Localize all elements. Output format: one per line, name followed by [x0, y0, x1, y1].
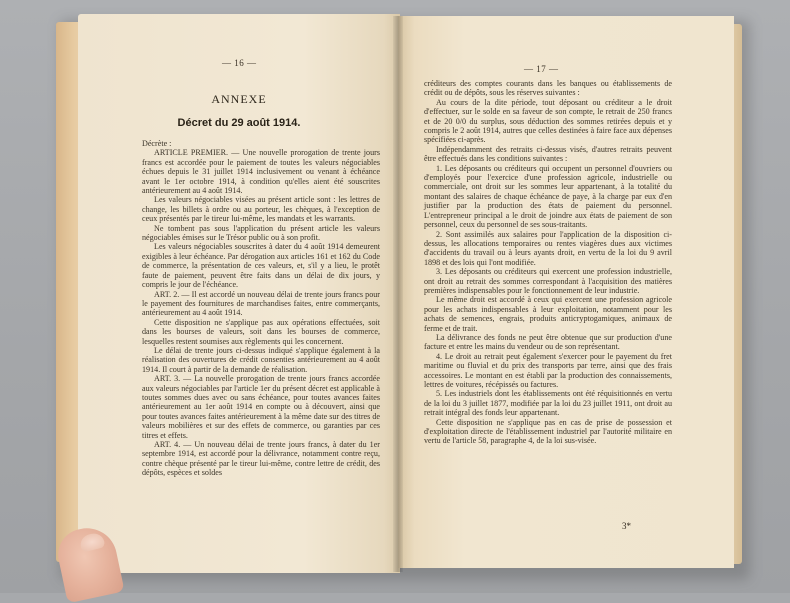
signature-mark: 3* [622, 521, 631, 531]
paragraph: Au cours de la dite période, tout déposant ou créditeur a le droit d'effectuer, sur le solde en sa faveur de son compte, le retrait de 250 francs et de 20 0/0 du surplus, sous déduction des sommes retirées depuis et y compris le 2 août 1914, autres que celles destinées à faire face aux dépenses spécifiées ci-après. [424, 97, 672, 145]
paragraph: 4. Le droit au retrait peut également s'exercer pour le payement du fret maritime ou fluvial et du prix des transports par terre, ainsi que des frais accessoires. Le montant en est établi par la production des connaissements, lettres de voitures, récépissés ou factures. [424, 351, 672, 389]
paragraph: ART. 3. — La nouvelle prorogation de trente jours francs accordée aux valeurs négociables par l'article 1er du présent décret est applicable à toutes sommes dues avec ou sans échéance, pour toutes avances faites antérieurement au 1er août 1914 en compte ou à découvert, ainsi que pour toutes avances faites antérieurement à la même date sur des titres de valeurs mobilières et sur des effets de commerce, ou garanties par ces titres et effets. [142, 374, 380, 440]
paragraph: créditeurs des comptes courants dans les banques ou établissements de crédit ou de dépôts, sous les réserves suivantes : [424, 79, 672, 98]
annexe-heading: ANNEXE [211, 92, 267, 106]
left-page [78, 14, 400, 573]
right-page-body [424, 79, 672, 446]
left-page-number: — 16 — [222, 58, 257, 68]
left-page-body [142, 139, 380, 478]
paragraph: 1. Les déposants ou créditeurs qui occupent un personnel d'ouvriers ou d'employés pour l'exercice d'une profession agricole, industrielle ou commerciale, ont droit sur les sommes leur appartenant, à la totalité du montant des salaires de chaque échéance de paye, à la charge par eux d'en justifier par la production des états de paiement du personnel. L'entrepreneur principal a le droit de joindre aux états de paiement de son personnel, ceux du personnel de ses sous-traitants. [424, 163, 672, 230]
right-page-number: — 17 — [524, 64, 559, 74]
paragraph: Cette disposition ne s'applique pas en cas de prise de possession et d'exploitation directe de l'établissement industriel par l'autorité militaire en vertu de l'article 58, paragraphe 4, de la loi sus-visée. [424, 417, 672, 446]
paragraph: Ne tombent pas sous l'application du présent article les valeurs négociables émises sur le Trésor public ou à son profit. [142, 223, 380, 243]
paragraph: 5. Les industriels dont les établissements ont été réquisitionnés en vertu de la loi du 3 juillet 1877, modifiée par la loi du 23 juillet 1911, ont droit au retrait intégral des fonds leur appartenant. [424, 389, 672, 418]
paragraph: Indépendamment des retraits ci-dessus visés, d'autres retraits peuvent être effectués dans les conditions suivantes : [424, 144, 672, 164]
paragraph: Cette disposition ne s'applique pas aux opérations effectuées, soit dans les bourses de valeurs, soit dans les bourses de commerce, lesquelles restent soumises aux règlements qui les concernent. [142, 317, 380, 346]
paragraph: ART. 2. — Il est accordé un nouveau délai de trente jours francs pour le payement des fournitures de marchandises faites, entre commerçants, antérieurement au 4 août 1914. [142, 289, 380, 318]
paragraph: Décrète : [142, 139, 172, 148]
paragraph: Le même droit est accordé à ceux qui exercent une profession agricole pour les achats indispensables à leur exploitation, notamment pour les achats de semences, engrais, produits anticryptogamiques, animaux de ferme et de trait. [424, 295, 672, 333]
decree-title: Décret du 29 août 1914. [177, 117, 301, 129]
paragraph: Les valeurs négociables visées au présent article sont : les lettres de change, les billets à ordre ou au porteur, les chèques, à l'exception de ceux présentés par le tireur lui-même, les mandats et les warrants. [142, 195, 380, 224]
paragraph: 2. Sont assimilés aux salaires pour l'application de la disposition ci-dessus, les allocations temporaires ou rentes viagères dues aux victimes d'accidents du travail ou à leurs ayants droit, en vertu de la loi du 9 avril 1898 et des lois qui l'ont modifiée. [424, 229, 672, 267]
paragraph: Les valeurs négociables souscrites à dater du 4 août 1914 demeurent exigibles à leur échéance. Par dérogation aux articles 161 et 162 du Code de commerce, la présentation de ces valeurs, et, s'il y a lieu, le protêt faute de paiement, peuvent être faits dans un délai de dix jours, y compris le jour de l'échéance. [142, 242, 380, 290]
paragraph: ART. 4. — Un nouveau délai de trente jours francs, à dater du 1er septembre 1914, est accordé pour la délivrance, notamment contre reçu, contre chèque présenté par le tireur lui-même, contre lettre de crédit, des dépôts, espèces et soldes [142, 440, 380, 478]
paragraph: 3. Les déposants ou créditeurs qui exercent une profession industrielle, ont droit au retrait des sommes correspondant à l'acquisition des matières premières indispensables pour le fonctionnement de leur industrie. [424, 267, 672, 295]
paragraph: La délivrance des fonds ne peut être obtenue que sur production d'une facture et entre les mains du vendeur ou de son représentant. [424, 332, 672, 352]
right-page [398, 16, 734, 568]
book-gutter [393, 16, 403, 572]
paragraph: ARTICLE PREMIER. — Une nouvelle prorogation de trente jours francs est accordée pour le paiement de toutes les valeurs négociables échues depuis le 31 juillet 1914 inclusivement ou venant à échéance avant le 1er octobre 1914, à condition qu'elles aient été souscrites antérieurement au 4 août 1914. [142, 148, 380, 196]
paragraph: Le délai de trente jours ci-dessus indiqué s'applique également à la réalisation des ouvertures de crédit consenties antérieurement au 4 août 1914. Il court à partir de la demande de réalisation. [142, 345, 380, 374]
